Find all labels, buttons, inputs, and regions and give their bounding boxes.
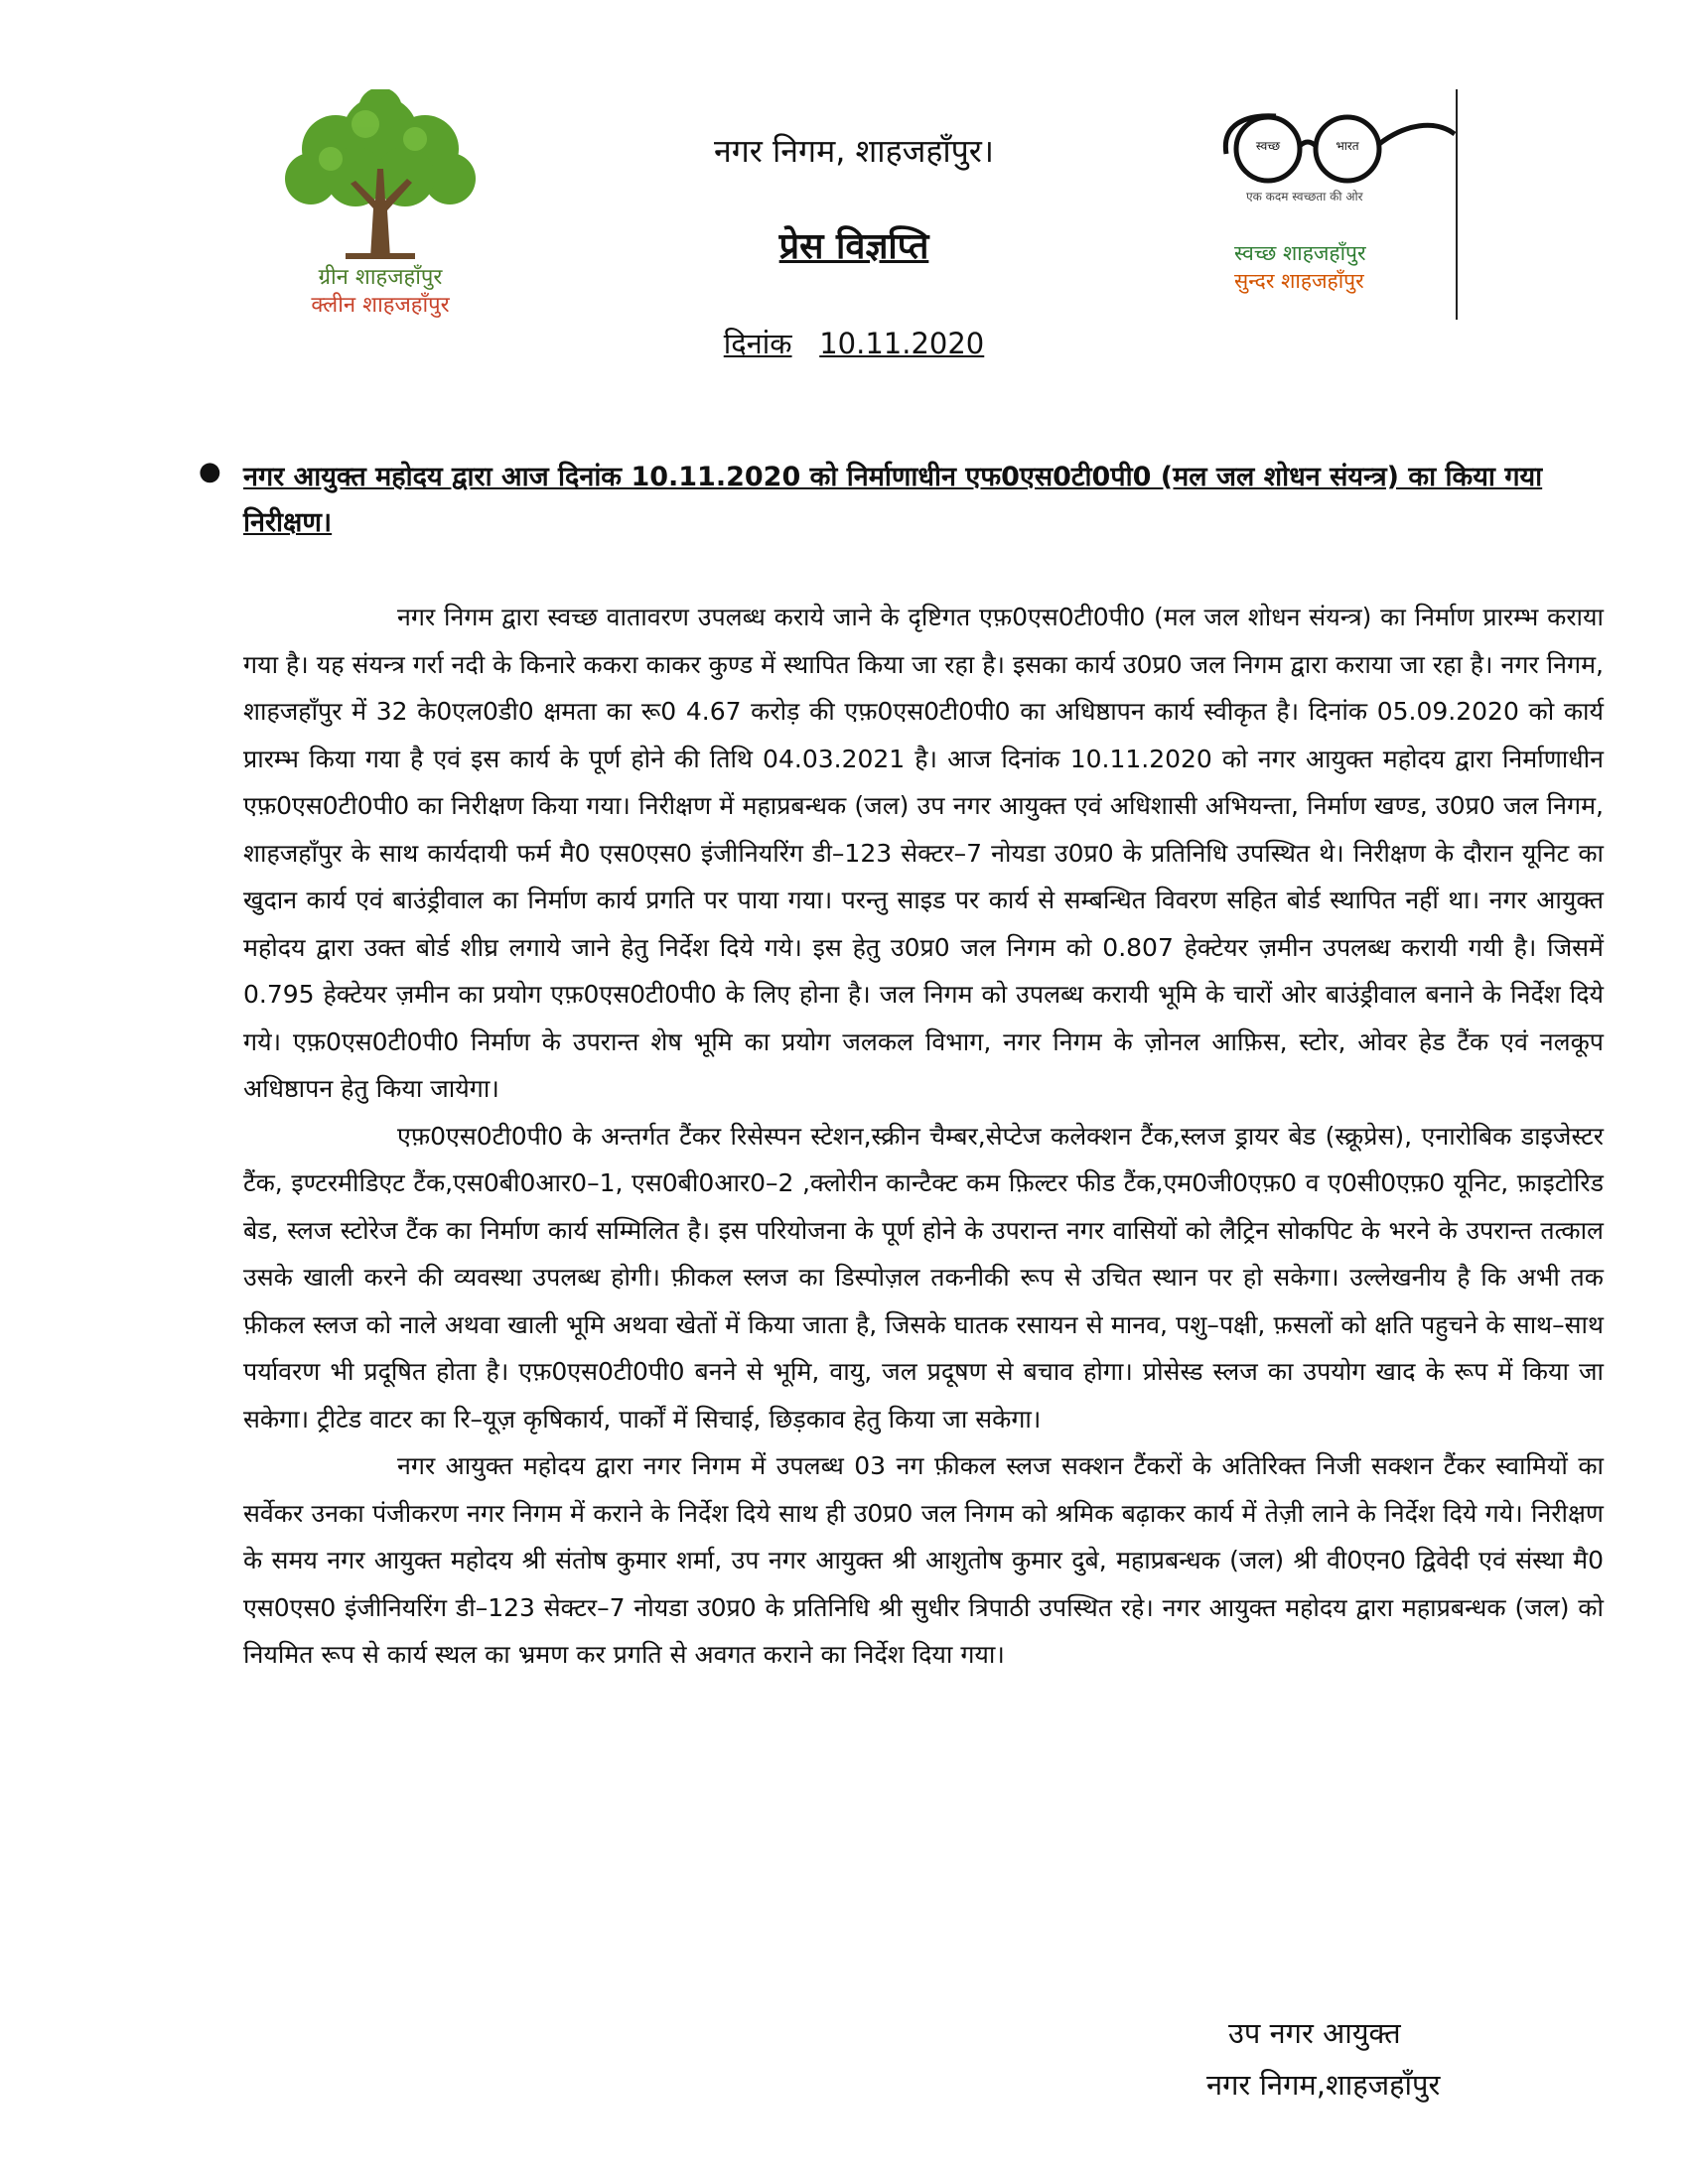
sundar-shahjahanpur-text: सुन्दर शाहजहाँपुर [1234, 269, 1364, 293]
press-release-title: प्रेस विज्ञप्ति [778, 226, 929, 267]
logo-slogan-clean: क्लीन शाहजहाँपुर [311, 293, 450, 318]
green-shahjahanpur-logo [256, 89, 504, 328]
signatory-designation: उप नगर आयुक्त [1228, 2016, 1401, 2050]
swachh-bharat-logo [1216, 94, 1465, 323]
glasses-icon [1216, 94, 1465, 194]
header-divider [1456, 89, 1458, 320]
headline-bullet: ● [199, 457, 221, 486]
paragraph-1: नगर निगम द्वारा स्वच्छ वातावरण उपलब्ध कराये जाने के दृष्टिगत एफ़0एस0टी0पी0 (मल जल शोधन संयन्त्र) का निर्माण प्रारम्भ कराया गया है। यह संयन्त्र गर्रा नदी के किनारे ककरा काकर कुण्ड में स्थापित किया जा रहा है। इसका कार्य उ0प्र0 जल निगम द्वारा कराया जा रहा है। नगर निगम, शाहजहाँपुर में 32 के0एल0डी0 क्षमता का रू0 4.67 करोड़ की एफ़0एस0टी0पी0 का अधिष्ठापन कार्य स्वीकृत है। दिनांक 05.09.2020 को कार्य प्रारम्भ किया गया है एवं इस कार्य के पूर्ण होने की तिथि 04.03.2021 है। आज दिनांक 10.11.2020 को नगर आयुक्त महोदय द्वारा निर्माणाधीन एफ़0एस0टी0पी0 का निरीक्षण किया गया। निरीक्षण में महाप्रबन्धक (जल) उप नगर आयुक्त एवं अधिशासी अभियन्ता, निर्माण खण्ड, उ0प्र0 जल निगम, शाहजहाँपुर के साथ कार्यदायी फर्म मै0 एस0एस0 इंजीनियरिंग डी–123 सेक्टर–7 नोयडा उ0प्र0 के प्रतिनिधि उपस्थित थे। निरीक्षण के दौरान यूनिट का खुदान कार्य एवं बाउंड्रीवाल का निर्माण कार्य प्रगति पर पाया गया। परन्तु साइड पर कार्य से सम्बन्धित विवरण सहित बोर्ड स्थापित नहीं था। नगर आयुक्त महोदय द्वारा उक्त बोर्ड शीघ्र लगाये जाने हेतु निर्देश दिये गये। इस हेतु उ0प्र0 जल निगम को 0.807 हेक्टेयर ज़मीन उपलब्ध करायी गयी है। जिसमें 0.795 हेक्टेयर ज़मीन का प्रयोग एफ़0एस0टी0पी0 के लिए होना है। जल निगम को उपलब्ध करायी भूमि के चारों ओर बाउंड्रीवाल बनाने के निर्देश दिये गये। एफ़0एस0टी0पी0 निर्माण के उपरान्त शेष भूमि का प्रयोग जलकल विभाग, नगर निगम के ज़ोनल आफ़िस, स्टोर, ओवर हेड टैंक एवं नलकूप अधिष्ठापन हेतु किया जायेगा। [243, 603, 1604, 1103]
date-value: 10.11.2020 [819, 327, 985, 360]
headline: नगर आयुक्त महोदय द्वारा आज दिनांक 10.11.2020 को निर्माणाधीन एफ0एस0टी0पी0 (मल जल शोधन संयन्त्र) का किया गया निरीक्षण। [243, 462, 1543, 538]
paragraph-3: नगर आयुक्त महोदय द्वारा नगर निगम में उपलब्ध 03 नग फ़ीकल स्लज सक्शन टैंकरों के अतिरिक्त निजी सक्शन टैंकर स्वामियों का सर्वेकर उनका पंजीकरण नगर निगम में कराने के निर्देश दिये साथ ही उ0प्र0 जल निगम को श्रमिक बढ़ाकर कार्य में तेज़ी लाने के निर्देश दिये गये। निरीक्षण के समय नगर आयुक्त महोदय श्री संतोष कुमार शर्मा, उप नगर आयुक्त श्री आशुतोष कुमार दुबे, महाप्रबन्धक (जल) श्री वी0एन0 द्विवेदी एवं संस्था मै0 एस0एस0 इंजीनियरिंग डी–123 सेक्टर–7 नोयडा उ0प्र0 के प्रतिनिधि श्री सुधीर त्रिपाठी उपस्थित रहे। नगर आयुक्त महोदय द्वारा महाप्रबन्धक (जल) को नियमित रूप से कार्य स्थल का भ्रमण कर प्रगति से अवगत कराने का निर्देश दिया गया। [243, 1451, 1604, 1669]
tree-icon [256, 89, 504, 268]
date-row [556, 324, 1152, 362]
swachh-shahjahanpur-text: स्वच्छ शाहजहाँपुर [1234, 241, 1366, 265]
badge-right-text: भारत [1336, 139, 1359, 153]
body-text [243, 594, 1604, 1679]
badge-left-text: स्वच्छ [1255, 139, 1281, 153]
date-label: दिनांक [723, 327, 792, 360]
paragraph-2: एफ़0एस0टी0पी0 के अन्तर्गत टैंकर रिसेस्पन स्टेशन,स्क्रीन चैम्बर,सेप्टेज कलेक्शन टैंक,स्लज ड्रायर बेड (स्क्रूप्रेस), एनारोबिक डाइजेस्टर टैंक, इण्टरमीडिएट टैंक,एस0बी0आर0–1, एस0बी0आर0–2 ,क्लोरीन कान्टैक्ट कम फ़िल्टर फीड टैंक,एम0जी0एफ़0 व ए0सी0एफ़0 यूनिट, फ़ाइटोरिड बेड, स्लज स्टोरेज टैंक का निर्माण कार्य सम्मिलित है। इस परियोजना के पूर्ण होने के उपरान्त नगर वासियों को लैट्रिन सोकपिट के भरने के उपरान्त तत्काल उसके खाली करने की व्यवस्था उपलब्ध होगी। फ़ीकल स्लज का डिस्पोज़ल तकनीकी रूप से उचित स्थान पर हो सकेगा। उल्लेखनीय है कि अभी तक फ़ीकल स्लज को नाले अथवा खाली भूमि अथवा खेतों में किया जाता है, जिसके घातक रसायन से मानव, पशु–पक्षी, फ़सलों को क्षति पहुचने के साथ–साथ पर्यावरण भी प्रदूषित होता है। एफ़0एस0टी0पी0 बनने से भूमि, वायु, जल प्रदूषण से बचाव होगा। प्रोसेस्ड स्लज का उपयोग खाद के रूप में किया जा सकेगा। ट्रीटेड वाटर का रि–यूज़ कृषिकार्य, पार्कों में सिचाई, छिड़काव हेतु किया जा सकेगा। [243, 1121, 1604, 1433]
logo-slogan-green: ग्रीन शाहजहाँपुर [318, 265, 443, 290]
organization-title: नगर निगम, शाहजहाँपुर। [713, 132, 995, 170]
signatory-office: नगर निगम,शाहजहाँपुर [1206, 2068, 1441, 2102]
swachh-tagline: एक कदम स्वच्छता की ओर [1246, 190, 1363, 204]
signature-block [1206, 2007, 1544, 2111]
